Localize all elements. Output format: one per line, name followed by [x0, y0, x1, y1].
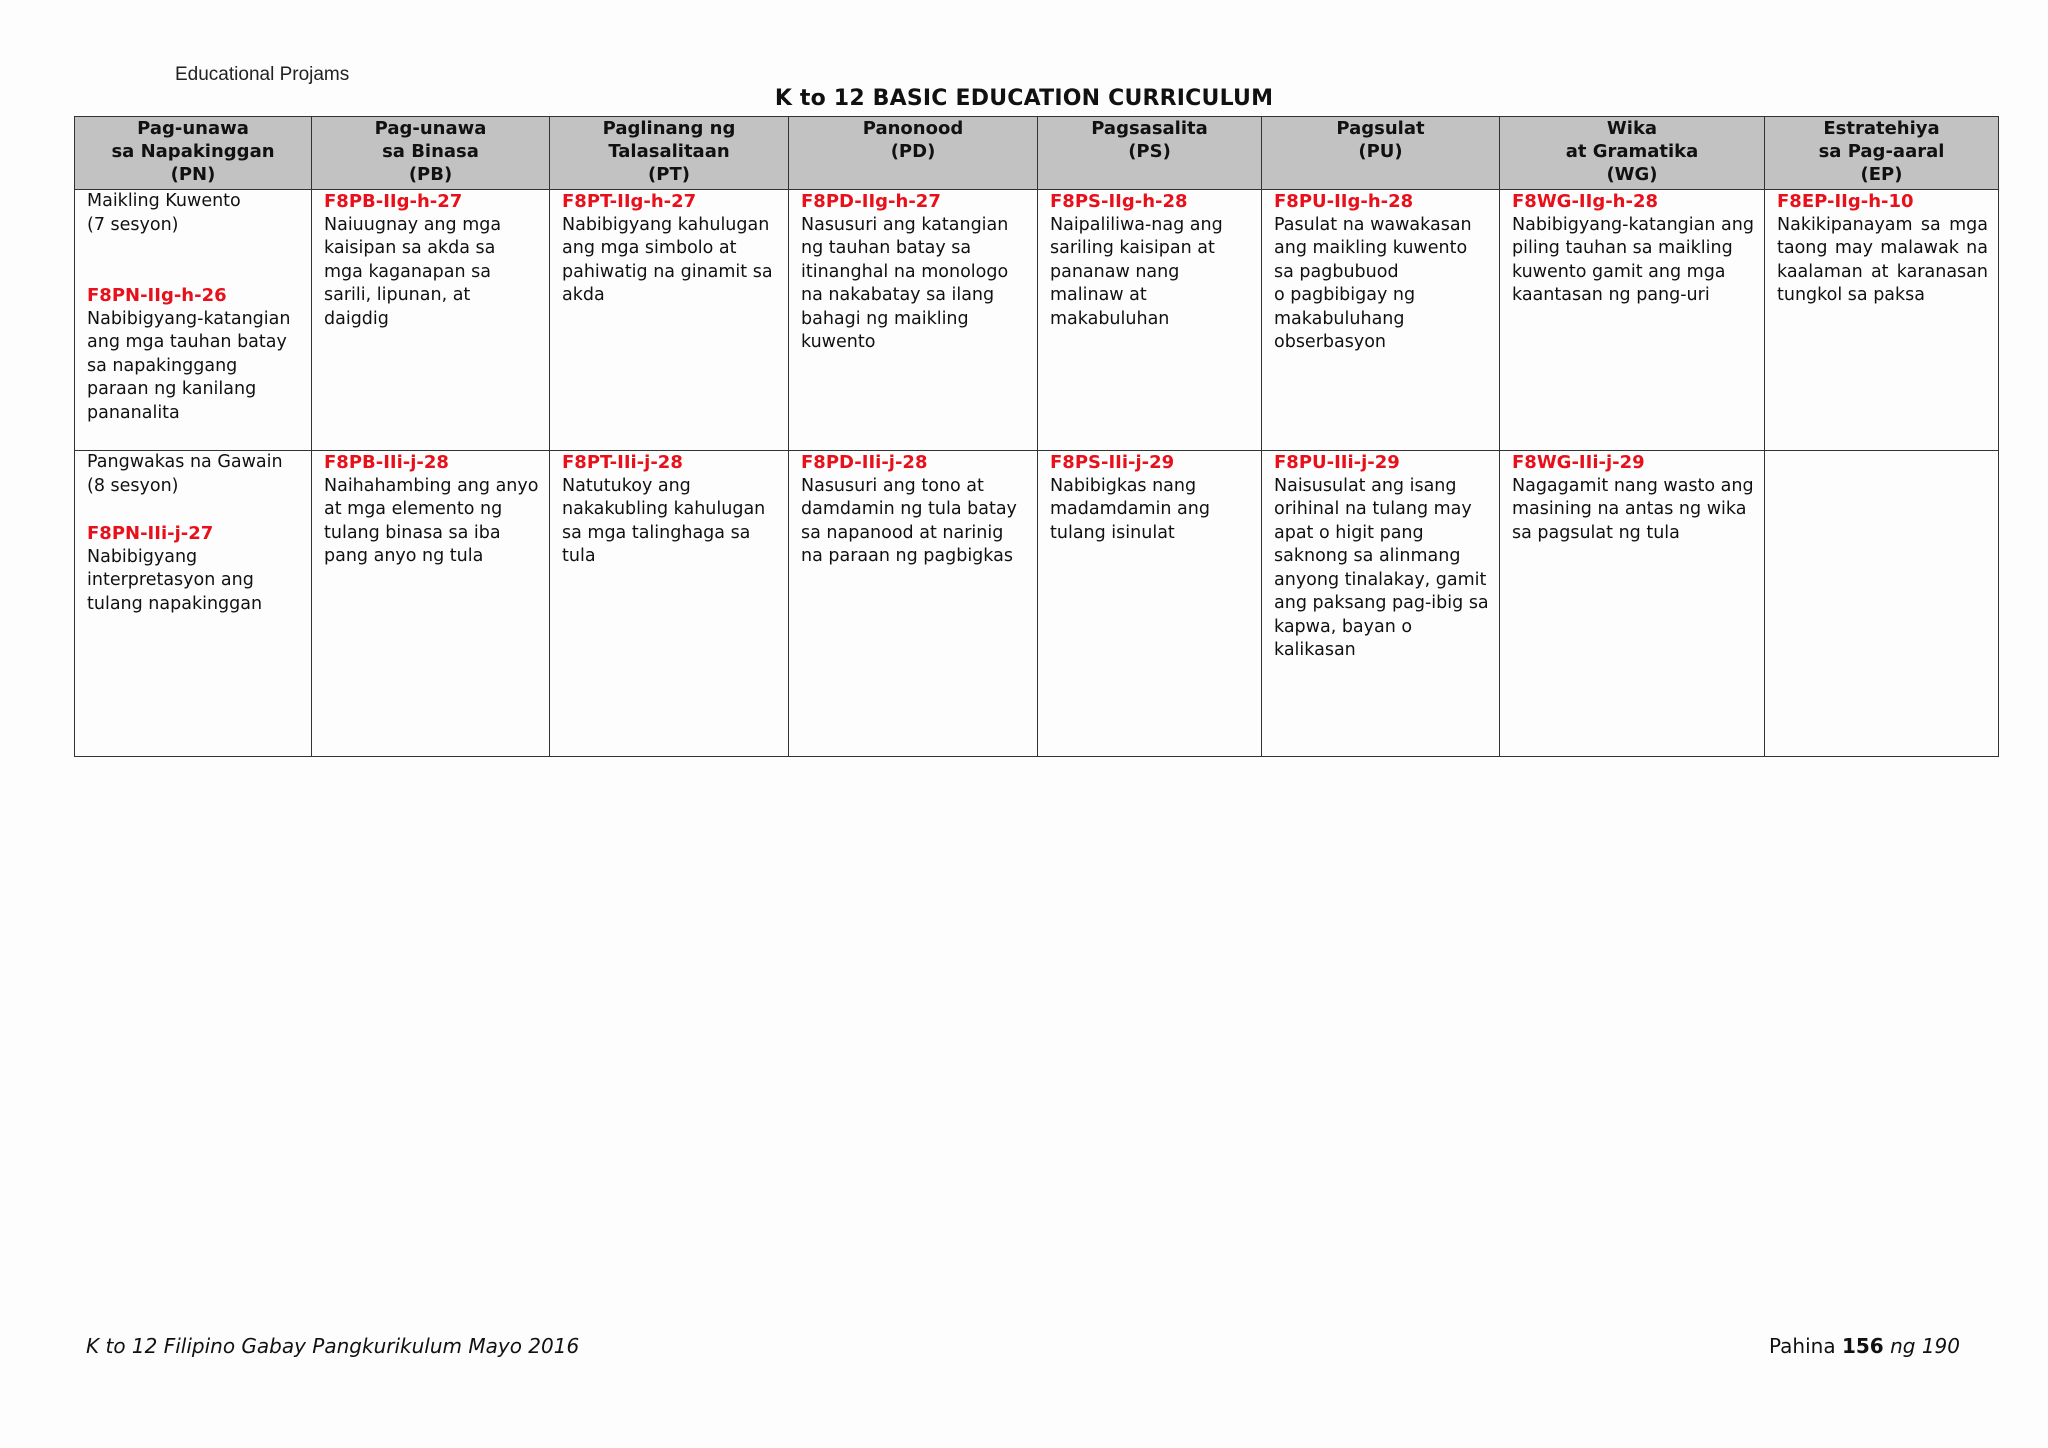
header-ps: Pagsasalita (PS): [1038, 117, 1262, 190]
header-wg: Wika at Gramatika (WG): [1500, 117, 1765, 190]
page-word: Pahina: [1769, 1334, 1836, 1358]
competency-text: Naipaliliwa-nag ang sariling kaisipan at pananaw nang malinaw at makabuluhan: [1050, 214, 1223, 329]
cell-pn: [75, 190, 312, 451]
header-pt: Paglinang ng Talasalitaan (PT): [550, 117, 789, 190]
competency-text: Nabibigyang-katangian ang piling tauhan sa maikling kuwento gamit ang mga kaantasan ng pang-uri: [1512, 214, 1754, 305]
competency-code: F8PU-IIi-j-29: [1274, 452, 1400, 473]
competency-text: Nabibigyang interpretasyon ang tulang napakinggan: [87, 546, 263, 614]
cell-ep: [1765, 451, 1999, 757]
competency-text: Nasusuri ang katangian ng tauhan batay sa itinanghal na monologo na nakabatay sa ilang bahagi ng maikling kuwento: [801, 214, 1009, 352]
table-row: [75, 451, 1999, 757]
header-pn: Pag-unawa sa Napakinggan (PN): [75, 117, 312, 190]
cell-ep: [1765, 190, 1999, 451]
competency-code: F8PT-IIg-h-27: [562, 191, 697, 212]
competency-code: F8PN-IIi-j-27: [87, 523, 214, 544]
cell-pb: [312, 451, 550, 757]
competency-text: Naihahambing ang anyo at mga elemento ng tulang binasa sa iba pang anyo ng tula: [324, 475, 539, 566]
cell-pu: [1262, 451, 1500, 757]
total-pages: 190: [1921, 1334, 1960, 1358]
current-page: 156: [1841, 1334, 1884, 1358]
cell-pu: [1262, 190, 1500, 451]
cell-pt: [550, 190, 789, 451]
header-pd: Panonood (PD): [789, 117, 1038, 190]
competency-text: Nabibigkas nang madamdamin ang tulang isinulat: [1050, 475, 1210, 543]
header-pu: Pagsulat (PU): [1262, 117, 1500, 190]
competency-code: F8PD-IIg-h-27: [801, 191, 941, 212]
competency-text: Naiuugnay ang mga kaisipan sa akda sa mga kaganapan sa sarili, lipunan, at daigdig: [324, 214, 502, 329]
competency-code: F8PB-IIi-j-28: [324, 452, 449, 473]
header-pb: Pag-unawa sa Binasa (PB): [312, 117, 550, 190]
competency-text: Natutukoy ang nakakubling kahulugan sa mga talinghaga sa tula: [562, 475, 766, 566]
cell-ps: [1038, 190, 1262, 451]
competency-code: F8EP-IIg-h-10: [1777, 191, 1914, 212]
cell-ps: [1038, 451, 1262, 757]
competency-code: F8PB-IIg-h-27: [324, 191, 463, 212]
lesson-label: Pangwakas na Gawain (8 sesyon): [87, 452, 283, 496]
competency-text: Pasulat na wawakasan ang maikling kuwento sa pagbubuod o pagbibigay ng makabuluhang obserbasyon: [1274, 214, 1472, 352]
competency-text: Nabibigyang-katangian ang mga tauhan batay sa napakinggang paraan ng kanilang pananalita: [87, 308, 291, 423]
of-word: ng: [1890, 1334, 1916, 1358]
competency-code: F8WG-IIg-h-28: [1512, 191, 1659, 212]
competency-code: F8PT-IIi-j-28: [562, 452, 683, 473]
footer-page-number: [1769, 1334, 1960, 1358]
competency-code: F8PS-IIi-j-29: [1050, 452, 1175, 473]
header-row: [75, 117, 1999, 190]
competency-code: F8PN-IIg-h-26: [87, 285, 227, 306]
table-row: [75, 190, 1999, 451]
footer-document-name: K to 12 Filipino Gabay Pangkurikulum Mayo 2016: [86, 1334, 580, 1358]
competency-code: F8WG-IIi-j-29: [1512, 452, 1645, 473]
cell-pt: [550, 451, 789, 757]
cell-pd: [789, 190, 1038, 451]
watermark-text: Educational Projams: [175, 64, 350, 85]
competency-text: Nagagamit nang wasto ang masining na antas ng wika sa pagsulat ng tula: [1512, 475, 1754, 543]
cell-wg: [1500, 451, 1765, 757]
competency-text: Nabibigyang kahulugan ang mga simbolo at pahiwatig na ginamit sa akda: [562, 214, 773, 305]
competency-code: F8PD-IIi-j-28: [801, 452, 928, 473]
competency-code: F8PU-IIg-h-28: [1274, 191, 1414, 212]
competency-text: Naisusulat ang isang orihinal na tulang may apat o higit pang saknong sa alinmang anyong tinalakay, gamit ang paksang pag-ibig sa kapwa, bayan o kalikasan: [1274, 475, 1489, 660]
lesson-label: Maikling Kuwento (7 sesyon): [87, 191, 241, 235]
cell-pb: [312, 190, 550, 451]
competency-code: F8PS-IIg-h-28: [1050, 191, 1188, 212]
header-ep: Estratehiya sa Pag-aaral (EP): [1765, 117, 1999, 190]
competency-text: Nasusuri ang tono at damdamin ng tula batay sa napanood at narinig na paraan ng pagbigkas: [801, 475, 1017, 566]
cell-wg: [1500, 190, 1765, 451]
document-title: K to 12 BASIC EDUCATION CURRICULUM: [774, 86, 1274, 111]
curriculum-table: [74, 116, 1999, 757]
competency-text: Nakikipanayam sa mga taong may malawak na kaalaman at karanasan tungkol sa paksa: [1777, 214, 1988, 305]
cell-pd: [789, 451, 1038, 757]
cell-pn: [75, 451, 312, 757]
